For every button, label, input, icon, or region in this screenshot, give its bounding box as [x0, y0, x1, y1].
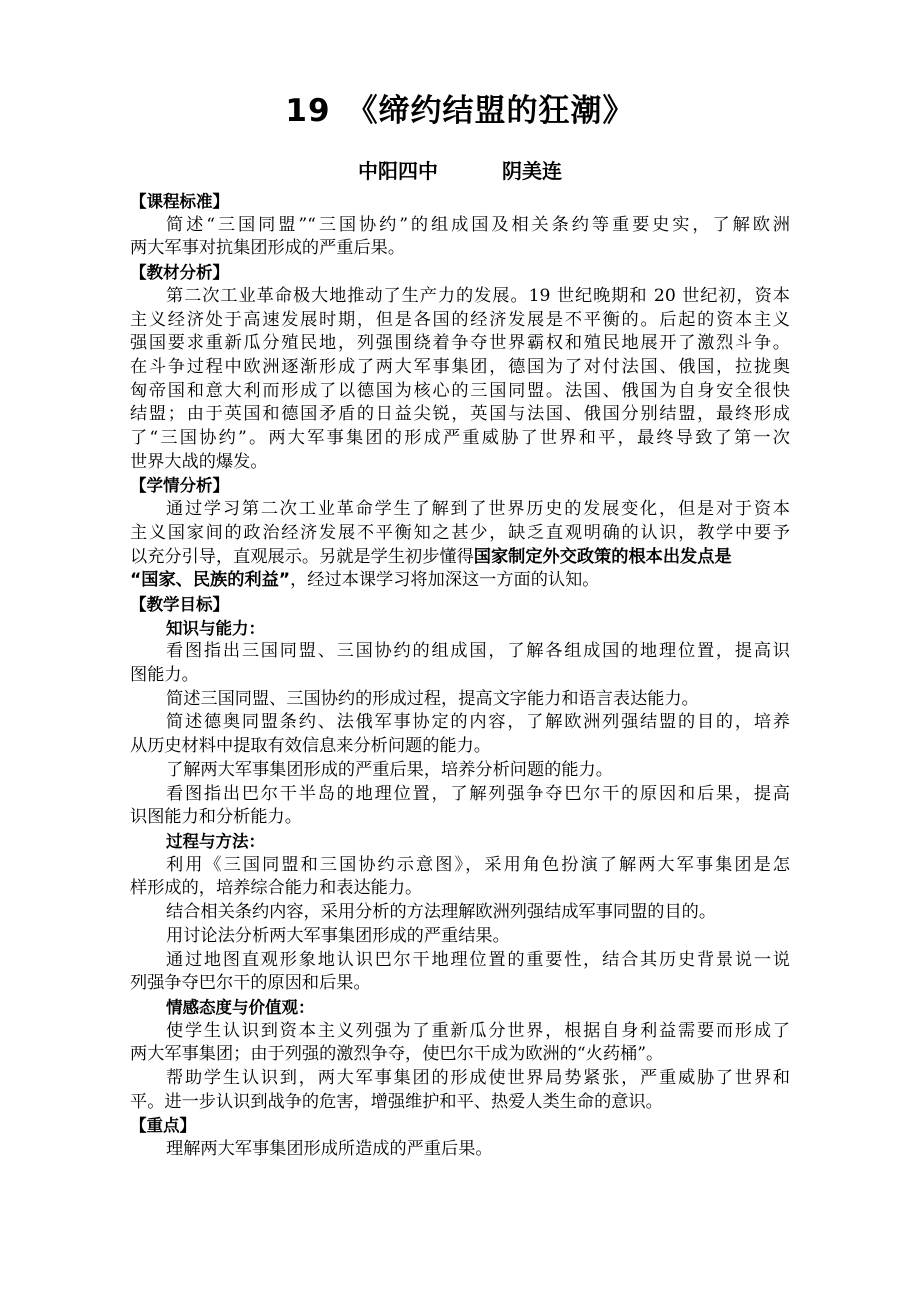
- section-heading-students: 【学情分析】: [130, 476, 229, 496]
- paragraph-line: 图能力。: [130, 665, 199, 686]
- paragraph-line: 简述三国同盟、三国协约的形成过程，提高文字能力和语言表达能力。: [166, 688, 699, 709]
- paragraph-line: 列强争夺巴尔干的原因和后果。: [130, 973, 371, 994]
- paragraph-line: 强国要求重新瓜分殖民地，列强围绕着争夺世界霸权和殖民地展开了激烈斗争。: [130, 333, 790, 354]
- subheading-knowledge: 知识与能力：: [166, 618, 265, 638]
- section-heading-standard: 【课程标准】: [130, 192, 229, 211]
- paragraph-line: 世界大战的爆发。: [130, 451, 268, 472]
- paragraph-line: 两大军事对抗集团形成的严重后果。: [130, 238, 406, 259]
- text-run: 以充分引导，直观展示。另就是学生初步懂得: [130, 546, 474, 567]
- paragraph-line: 看图指出三国同盟、三国协约的组成国，了解各组成国的地理位置，提高识: [166, 641, 790, 662]
- section-heading-goals: 【教学目标】: [130, 594, 229, 614]
- paragraph-line: 平。进一步认识到战争的危害，增强维护和平、热爱人类生命的意识。: [130, 1091, 663, 1112]
- lesson-number: 19: [285, 93, 331, 129]
- subheading-values: 情感态度与价值观：: [166, 997, 315, 1017]
- paragraph-line: 利用《三国同盟和三国协约示意图》，采用角色扮演了解两大军事集团是怎: [166, 854, 790, 875]
- paragraph-line: 识图能力和分析能力。: [130, 807, 302, 828]
- paragraph-line: 主义经济处于高速发展时期，但是各国的经济发展是不平衡的。后起的资本主义: [130, 309, 790, 330]
- paragraph-line: 两大军事集团；由于列强的激烈争夺，使巴尔干成为欧洲的“火药桶”。: [130, 1044, 664, 1065]
- paragraph-line: 结盟；由于英国和德国矛盾的日益尖锐，英国与法国、俄国分别结盟，最终形成: [130, 404, 790, 425]
- paragraph-line: 了解两大军事集团形成的严重后果，培养分析问题的能力。: [166, 759, 613, 780]
- paragraph-line: 第二次工业革命极大地推动了生产力的发展。19 世纪晚期和 20 世纪初，资本: [166, 285, 790, 306]
- document-page: [130, 86, 790, 1162]
- emphasis-text: “国家、民族的利益”: [130, 570, 291, 591]
- paragraph-line: [130, 569, 790, 593]
- school-name: 中阳四中: [358, 159, 438, 183]
- page-title: [130, 86, 790, 136]
- paragraph-line: 样形成的，培养综合能力和表达能力。: [130, 878, 423, 899]
- paragraph-line: 通过学习第二次工业革命学生了解到了世界历史的发展变化，但是对于资本: [166, 499, 790, 520]
- teacher-name: 阴美连: [502, 159, 562, 183]
- emphasis-text: 国家制定外交政策的根本出发点是: [473, 546, 732, 567]
- text-run: ，经过本课学习将加深这一方面的认知。: [290, 570, 600, 591]
- paragraph-line: 了“三国协约”。两大军事集团的形成严重威胁了世界和平，最终导致了第一次: [130, 428, 790, 449]
- paragraph-line: 帮助学生认识到，两大军事集团的形成使世界局势紧张，严重威胁了世界和: [166, 1068, 790, 1089]
- paragraph-line: [130, 546, 790, 570]
- paragraph-line: 匈帝国和意大利而形成了以德国为核心的三国同盟。法国、俄国为自身安全很快: [130, 380, 790, 401]
- paragraph-line: 通过地图直观形象地认识巴尔干地理位置的重要性，结合其历史背景说一说: [166, 949, 790, 970]
- paragraph-line: 从历史材料中提取有效信息来分析问题的能力。: [130, 736, 491, 757]
- author-line: [130, 156, 790, 186]
- paragraph-line: 用讨论法分析两大军事集团形成的严重结果。: [166, 925, 510, 946]
- section-heading-material: 【教材分析】: [130, 263, 229, 283]
- paragraph-line: 看图指出巴尔干半岛的地理位置，了解列强争夺巴尔干的原因和后果，提高: [166, 783, 790, 804]
- lesson-title: 《缔约结盟的狂潮》: [346, 93, 635, 129]
- paragraph-line: 使学生认识到资本主义列强为了重新瓜分世界，根据自身利益需要而形成了: [166, 1020, 790, 1041]
- paragraph-line: 在斗争过程中欧洲逐渐形成了两大军事集团，德国为了对付法国、俄国，拉拢奥: [130, 356, 790, 377]
- paragraph-line: 理解两大军事集团形成所造成的严重后果。: [166, 1139, 493, 1160]
- paragraph-line: 简述德奥同盟条约、法俄军事协定的内容，了解欧洲列强结盟的目的，培养: [166, 712, 790, 733]
- subheading-process: 过程与方法：: [166, 831, 265, 851]
- section-heading-key: 【重点】: [130, 1116, 196, 1136]
- paragraph-line: 主义国家间的政治经济发展不平衡知之甚少，缺乏直观明确的认识，教学中要予: [130, 522, 790, 543]
- paragraph-line: 简述“三国同盟”“三国协约”的组成国及相关条约等重要史实，了解欧洲: [166, 214, 790, 235]
- paragraph-line: 结合相关条约内容，采用分析的方法理解欧洲列强结成军事同盟的目的。: [166, 902, 717, 923]
